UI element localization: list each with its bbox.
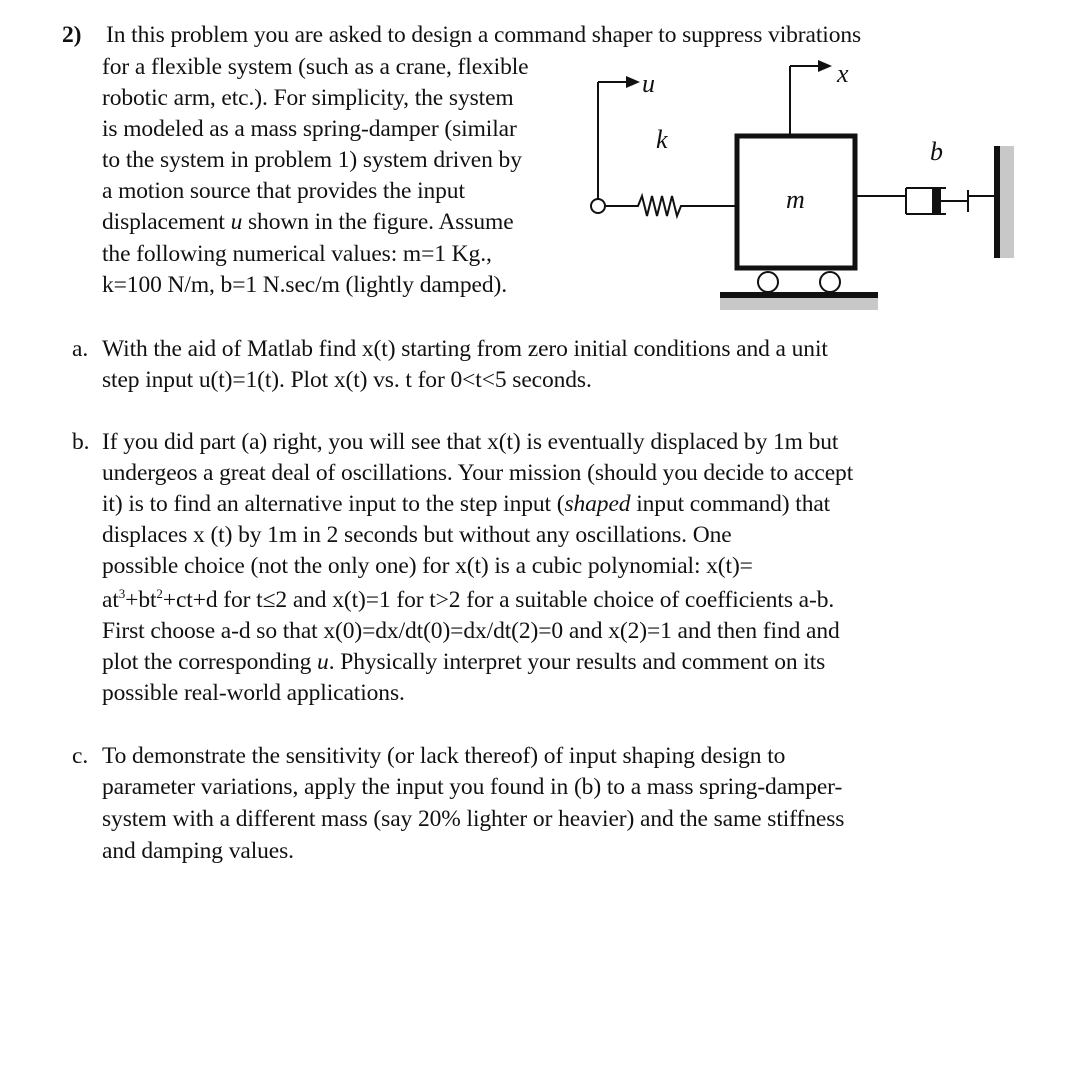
intro-line-5: to the system in problem 1) system driven by xyxy=(102,147,522,173)
intro-line-9: k=100 N/m, b=1 N.sec/m (lightly damped). xyxy=(102,272,507,298)
part-b-line-6-exp2: 2 xyxy=(156,586,163,601)
part-b-line-6-a: at xyxy=(102,587,119,613)
wheel-right xyxy=(820,272,840,292)
spring xyxy=(605,196,735,216)
part-b-line-4: displaces x (t) by 1m in 2 seconds but without any oscillations. One xyxy=(102,522,732,548)
part-c-line-3: system with a different mass (say 20% lighter or heavier) and the same stiffness xyxy=(102,806,845,832)
intro-line-4: is modeled as a mass spring-damper (similar xyxy=(102,116,517,142)
part-a-marker: a. xyxy=(72,336,89,362)
label-b: b xyxy=(930,137,943,166)
part-c-line-2: parameter variations, apply the input you found in (b) to a mass spring-damper- xyxy=(102,774,843,800)
part-b-line-1: If you did part (a) right, you will see that x(t) is eventually displaced by 1m but xyxy=(102,429,839,455)
part-b-marker: b. xyxy=(72,429,90,455)
intro-line-3: robotic arm, etc.). For simplicity, the system xyxy=(102,85,514,111)
part-b-line-3-a: it) is to find an alternative input to the step input ( xyxy=(102,491,565,517)
intro-line-2: for a flexible system (such as a crane, flexible xyxy=(102,54,529,80)
part-b-line-6 xyxy=(102,585,834,615)
damper-piston xyxy=(932,188,941,214)
part-b-line-7: First choose a-d so that x(0)=dx/dt(0)=dx/dt(2)=0 and x(2)=1 and then find and xyxy=(102,618,840,644)
x-arrow-head xyxy=(818,60,832,72)
part-b-line-8-b: . Physically interpret your results and comment on its xyxy=(328,649,826,675)
ground-bar xyxy=(720,292,878,298)
label-k: k xyxy=(656,125,668,154)
intro-line-7-a: displacement xyxy=(102,209,231,235)
wall-hatch xyxy=(1000,146,1014,258)
intro-line-6: a motion source that provides the input xyxy=(102,178,465,204)
wheel-left xyxy=(758,272,778,292)
intro-line-7 xyxy=(102,207,514,237)
problem-number: 2) xyxy=(62,22,82,48)
part-c-line-4: and damping values. xyxy=(102,838,294,864)
ground-hatch xyxy=(720,298,878,310)
u-arrow-head xyxy=(626,76,640,88)
input-node xyxy=(591,199,605,213)
part-b-line-9: possible real-world applications. xyxy=(102,680,405,706)
label-u: u xyxy=(642,69,655,98)
part-b-line-6-b: +bt xyxy=(125,587,157,613)
mass-spring-damper-diagram xyxy=(580,50,1020,320)
part-c-marker: c. xyxy=(72,743,89,769)
intro-line-1: In this problem you are asked to design a command shaper to suppress vibrations xyxy=(106,22,862,48)
label-x: x xyxy=(837,59,849,88)
part-a-line-1: With the aid of Matlab find x(t) starting from zero initial conditions and a unit xyxy=(102,336,828,362)
part-c-line-1: To demonstrate the sensitivity (or lack thereof) of input shaping design to xyxy=(102,743,786,769)
wall-face xyxy=(994,146,1000,258)
part-b-line-8 xyxy=(102,647,825,677)
intro-line-7-u: u xyxy=(230,209,243,235)
part-a-line-2: step input u(t)=1(t). Plot x(t) vs. t for 0<t<5 seconds. xyxy=(102,367,592,393)
part-b-line-6-c: +ct+d for t≤2 and x(t)=1 for t>2 for a suitable choice of coefficients a-b. xyxy=(162,587,835,613)
part-b-line-6-exp3: 3 xyxy=(118,586,126,601)
part-b-line-3-b: input command) that xyxy=(630,491,831,517)
part-b-line-2: undergeos a great deal of oscillations. Your mission (should you decide to accept xyxy=(102,460,854,486)
intro-line-7-b: shown in the figure. Assume xyxy=(242,209,514,235)
part-b-line-3 xyxy=(102,489,830,519)
intro-line-8: the following numerical values: m=1 Kg., xyxy=(102,241,492,267)
part-b-line-3-shaped: shaped xyxy=(564,491,631,517)
part-b-line-8-u: u xyxy=(317,649,329,675)
label-m: m xyxy=(786,185,805,214)
part-b-line-8-a: plot the corresponding xyxy=(102,649,318,675)
part-b-line-5: possible choice (not the only one) for x(t) is a cubic polynomial: x(t)= xyxy=(102,553,753,579)
